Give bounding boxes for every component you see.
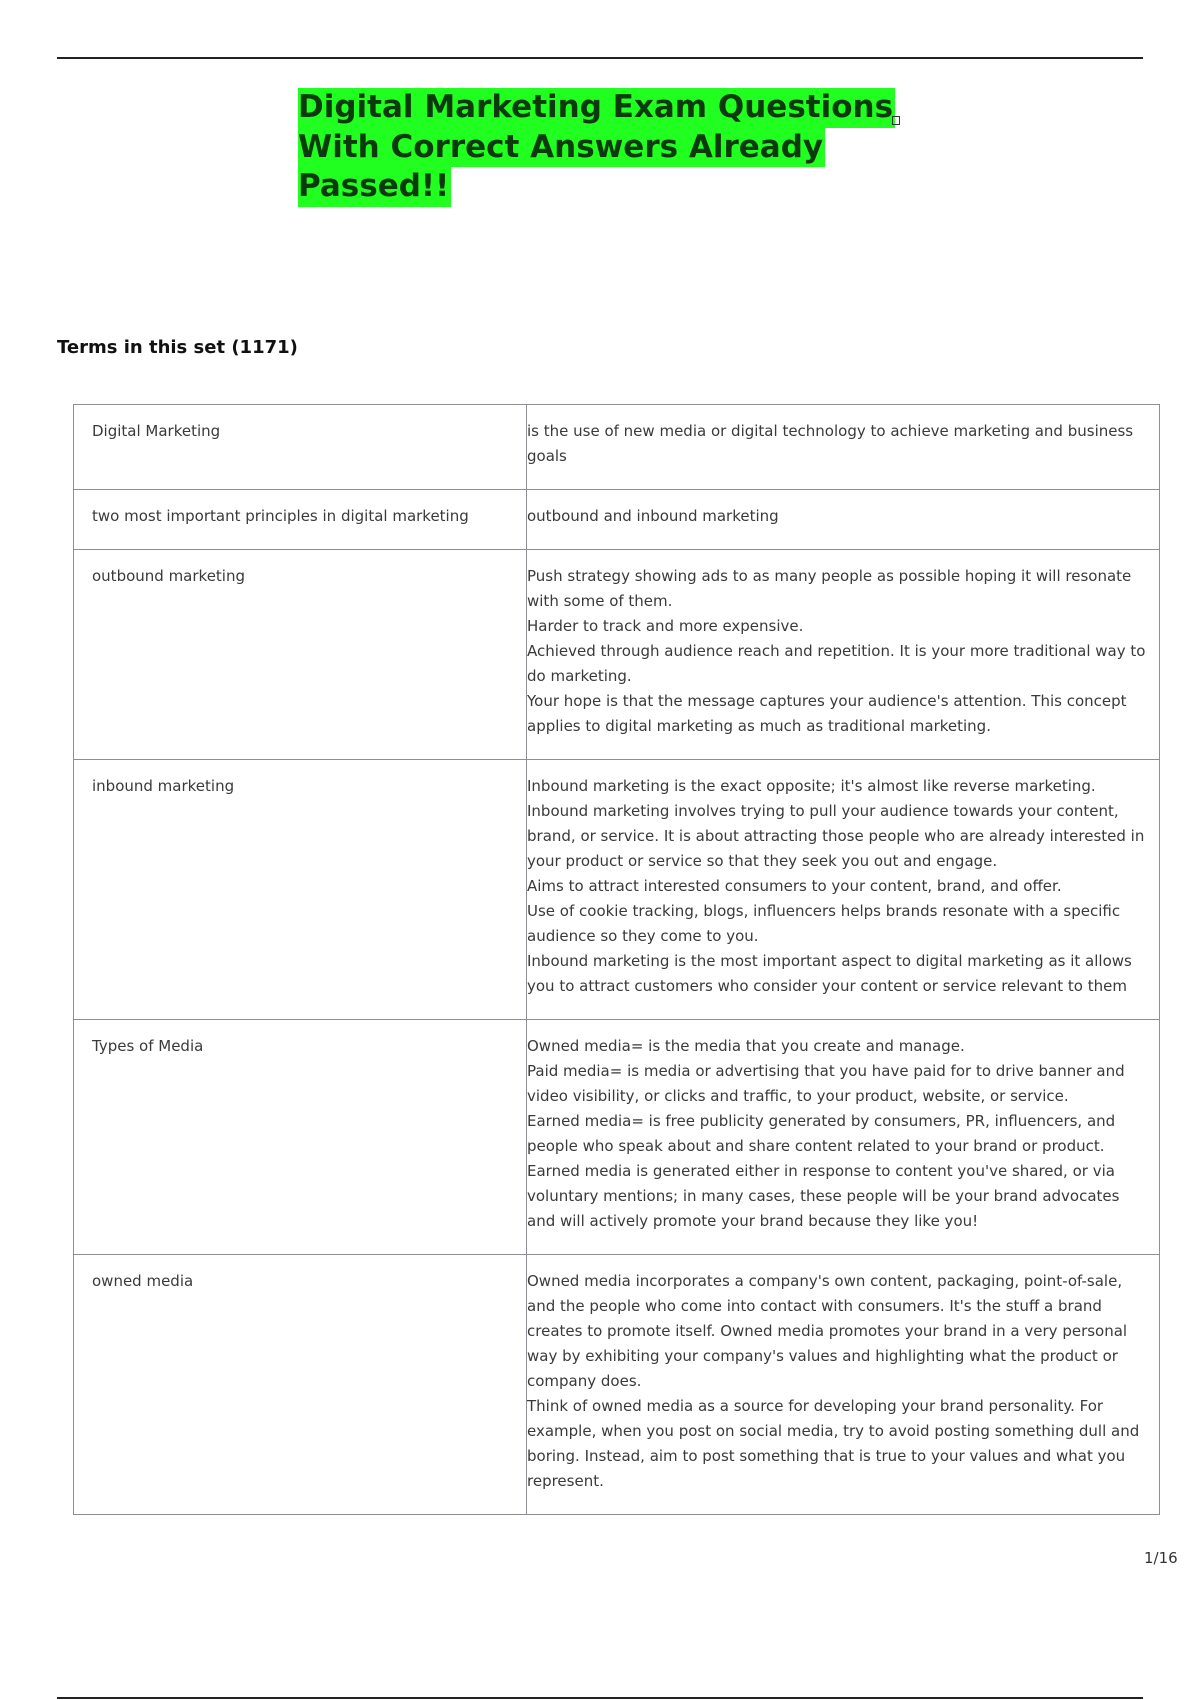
definition-cell xyxy=(527,405,1160,490)
definition-cell xyxy=(527,490,1160,550)
bottom-rule xyxy=(57,1697,1143,1699)
title-line: With Correct Answers Already xyxy=(298,128,825,168)
definition-line: Owned media incorporates a company's own content, packaging, point-of-sale, and the people who come into contact with consumers. It's the stuff a brand creates to promote itself. Owned media promotes your brand in a very personal way by exhibiting your company's values and highlighting what the product or company does. xyxy=(527,1272,1128,1390)
definition-line: Your hope is that the message captures your audience's attention. This concept applies to digital marketing as much as traditional marketing. xyxy=(527,692,1127,735)
table-row xyxy=(74,550,1160,760)
table-row xyxy=(74,760,1160,1020)
term-cell: outbound marketing xyxy=(74,550,527,760)
terms-table xyxy=(73,404,1160,1515)
term-cell: two most important principles in digital marketing xyxy=(74,490,527,550)
term-cell: inbound marketing xyxy=(74,760,527,1020)
term-cell: Digital Marketing xyxy=(74,405,527,490)
definition-line: Inbound marketing is the exact opposite; it's almost like reverse marketing. xyxy=(527,777,1096,795)
term-cell: Types of Media xyxy=(74,1020,527,1255)
definition-cell xyxy=(527,550,1160,760)
document-title xyxy=(298,88,894,207)
checkbox-icon xyxy=(892,116,900,125)
definition-line: Harder to track and more expensive. xyxy=(527,617,804,635)
definition-line: Aims to attract interested consumers to your content, brand, and offer. xyxy=(527,877,1062,895)
definition-line: Achieved through audience reach and repetition. It is your more traditional way to do marketing. xyxy=(527,642,1146,685)
definition-line: Earned media= is free publicity generated by consumers, PR, influencers, and people who speak about and share content related to your brand or product. Earned media is generated either in response to content you've shared, or via voluntary mentions; in many cases, these people will be your brand advocates and will actively promote your brand because they like you! xyxy=(527,1112,1120,1230)
definition-line: Use of cookie tracking, blogs, influencers helps brands resonate with a specific audience so they come to you. xyxy=(527,902,1121,945)
table-row xyxy=(74,490,1160,550)
page-number: 1/16 xyxy=(1144,1549,1178,1567)
table-row xyxy=(74,1020,1160,1255)
top-rule xyxy=(57,57,1143,59)
definition-cell xyxy=(527,1020,1160,1255)
definition-line: Push strategy showing ads to as many people as possible hoping it will resonate with some of them. xyxy=(527,567,1132,610)
definition-line: is the use of new media or digital technology to achieve marketing and business goals xyxy=(527,422,1134,465)
definition-line: Think of owned media as a source for developing your brand personality. For example, when you post on social media, try to avoid posting something dull and boring. Instead, aim to post something that is true to your values and what you represent. xyxy=(527,1397,1140,1490)
term-cell: owned media xyxy=(74,1255,527,1515)
definition-cell xyxy=(527,1255,1160,1515)
definition-line: outbound and inbound marketing xyxy=(527,507,779,525)
definition-line: Inbound marketing is the most important aspect to digital marketing as it allows you to attract customers who consider your content or service relevant to them xyxy=(527,952,1132,995)
definition-line: Paid media= is media or advertising that you have paid for to drive banner and video visibility, or clicks and traffic, to your product, website, or service. xyxy=(527,1062,1125,1105)
table-row xyxy=(74,1255,1160,1515)
definition-line: Inbound marketing involves trying to pull your audience towards your content, brand, or service. It is about attracting those people who are already interested in your product or service so that they seek you out and engage. xyxy=(527,802,1145,870)
table-row xyxy=(74,405,1160,490)
definition-line: Owned media= is the media that you create and manage. xyxy=(527,1037,965,1055)
definition-cell xyxy=(527,760,1160,1020)
title-line: Passed!! xyxy=(298,167,451,207)
title-line: Digital Marketing Exam Questions xyxy=(298,88,895,128)
terms-heading: Terms in this set (1171) xyxy=(57,337,298,358)
